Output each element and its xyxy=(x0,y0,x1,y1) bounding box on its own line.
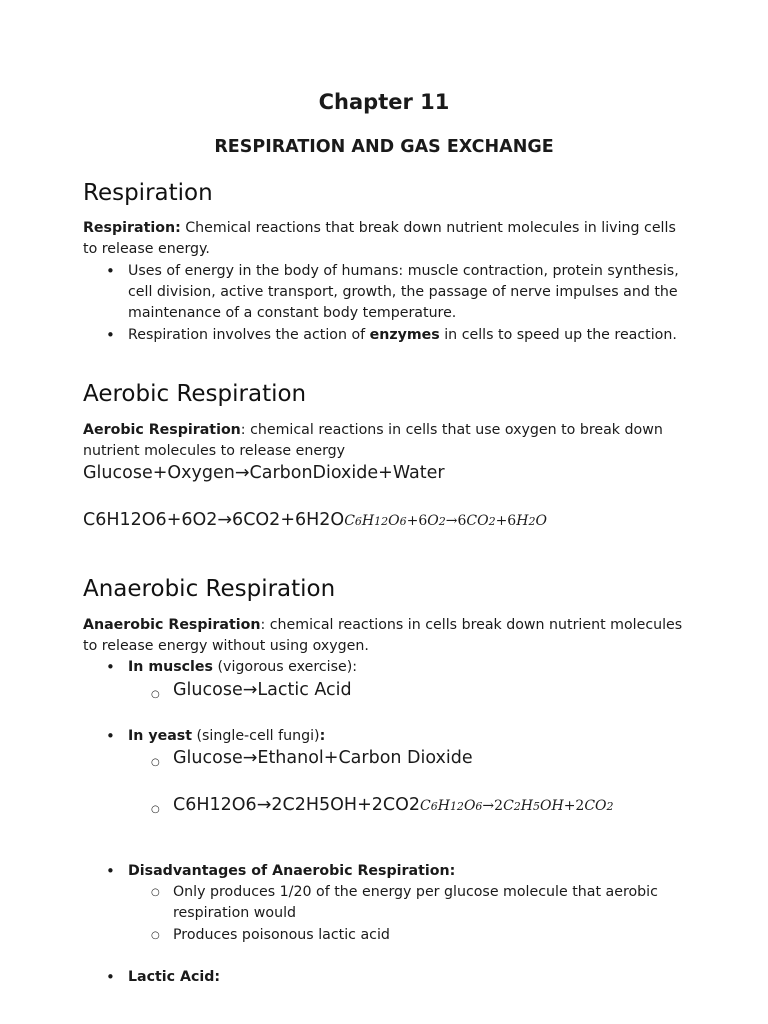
yeast-word-equation: ○ Glucose→Ethanol+Carbon Dioxide xyxy=(173,748,673,769)
enzymes-bullet xyxy=(128,325,688,346)
anaerobic-definition-text: : chemical reactions in cells break down nutrient molecules to release energy without using oxygen. xyxy=(83,617,683,654)
aerobic-formula-plain: C6H12O6+6O2→6CO2+6H2O xyxy=(83,510,345,530)
disadvantage-item-energy: ○ Only produces 1/20 of the energy per glucose molecule that aerobic respiration would xyxy=(173,882,663,924)
chapter-title: Chapter 11 xyxy=(318,90,450,114)
yeast-formula-plain: C6H12O6→2C2H5OH+2CO2 xyxy=(173,795,420,815)
yeast-chemical-equation xyxy=(173,795,673,817)
yeast-text: (single-cell fungi) xyxy=(192,728,320,744)
muscles-bullet xyxy=(128,657,688,678)
muscles-text: (vigorous exercise): xyxy=(213,659,358,675)
lactic-acid-term: Lactic Acid: xyxy=(128,969,221,985)
anaerobic-definition xyxy=(83,615,693,657)
lactic-acid-bullet xyxy=(128,967,688,988)
enzymes-bullet-pre: Respiration involves the action of xyxy=(128,327,370,343)
aerobic-term: Aerobic Respiration xyxy=(83,422,241,438)
muscles-equation: ○ Glucose→Lactic Acid xyxy=(173,680,673,701)
anaerobic-term: Anaerobic Respiration xyxy=(83,617,261,633)
muscles-term: In muscles xyxy=(128,659,213,675)
disadvantages-term: Disadvantages of Anaerobic Respiration: xyxy=(128,863,456,879)
anaerobic-heading: Anaerobic Respiration xyxy=(83,576,336,602)
aerobic-heading: Aerobic Respiration xyxy=(83,381,307,407)
respiration-term: Respiration: xyxy=(83,220,181,236)
enzymes-term: enzymes xyxy=(369,327,440,343)
yeast-formula-math: C6H12O6→2C2H5OH+2CO2 xyxy=(420,798,614,814)
disadvantage-item-lactic: ○ Produces poisonous lactic acid xyxy=(173,925,673,946)
yeast-colon: : xyxy=(319,728,326,744)
aerobic-word-equation: Glucose+Oxygen→CarbonDioxide+Water xyxy=(83,463,445,483)
chapter-subtitle: RESPIRATION AND GAS EXCHANGE xyxy=(214,137,554,157)
energy-uses-bullet: • Uses of energy in the body of humans: muscle contraction, protein synthesis, cell division, active transport, growth, the passage of nerve impulses and the maintenance of a constant body temperature. xyxy=(128,261,688,324)
respiration-heading: Respiration xyxy=(83,180,213,206)
aerobic-definition xyxy=(83,420,693,462)
aerobic-formula-math: C6H12O6+6O2→6CO2+6H2O xyxy=(344,513,547,529)
yeast-term: In yeast xyxy=(128,728,192,744)
yeast-bullet xyxy=(128,726,688,747)
disadvantages-bullet xyxy=(128,861,688,882)
respiration-definition xyxy=(83,218,693,260)
respiration-definition-text: Chemical reactions that break down nutrient molecules in living cells to release energy. xyxy=(83,220,676,257)
aerobic-chemical-equation xyxy=(83,510,547,530)
aerobic-definition-text: : chemical reactions in cells that use oxygen to break down nutrient molecules to release energy xyxy=(83,422,663,459)
enzymes-bullet-post: in cells to speed up the reaction. xyxy=(439,327,677,343)
